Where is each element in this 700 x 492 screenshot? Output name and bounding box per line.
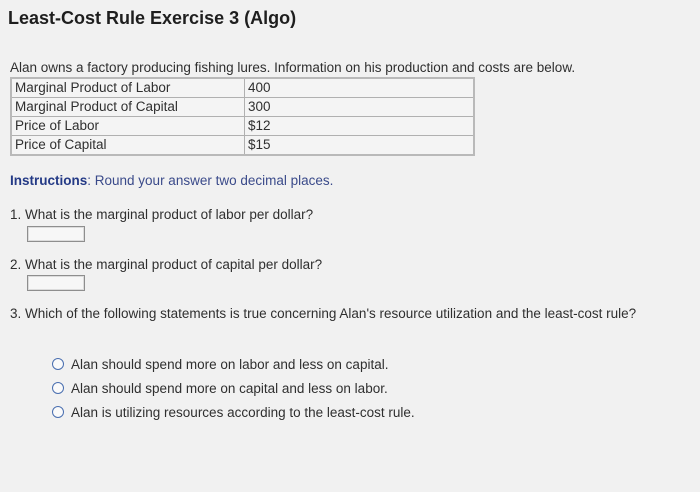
table-row bbox=[11, 78, 474, 98]
answer-input-2[interactable] bbox=[27, 275, 85, 291]
instructions-label: Instructions bbox=[10, 173, 88, 188]
question-2: 2. What is the marginal product of capital per dollar? bbox=[10, 257, 323, 272]
option-least-cost[interactable] bbox=[52, 400, 415, 424]
page-title: Least-Cost Rule Exercise 3 (Algo) bbox=[8, 8, 297, 28]
option-label: Alan should spend more on labor and less on capital. bbox=[71, 356, 389, 372]
question-3: 3. Which of the following statements is true concerning Alan's resource utilization and the least-cost rule? bbox=[10, 306, 637, 321]
table-cell-label: Marginal Product of Labor bbox=[11, 78, 245, 98]
option-more-capital[interactable] bbox=[52, 376, 415, 400]
table-cell-label: Marginal Product of Capital bbox=[11, 98, 245, 117]
radio-button-icon[interactable] bbox=[52, 358, 64, 370]
table-cell-value: 300 bbox=[245, 98, 475, 117]
instructions bbox=[10, 173, 333, 188]
table-row bbox=[11, 117, 474, 136]
question-1: 1. What is the marginal product of labor per dollar? bbox=[10, 207, 314, 222]
table-cell-value: $15 bbox=[245, 136, 475, 156]
radio-button-icon[interactable] bbox=[52, 382, 64, 394]
table-cell-value: 400 bbox=[245, 78, 475, 98]
intro-text: Alan owns a factory producing fishing lures. Information on his production and costs are below. bbox=[10, 60, 576, 75]
table-row bbox=[11, 98, 474, 117]
option-label: Alan should spend more on capital and less on labor. bbox=[71, 380, 388, 396]
table-cell-label: Price of Capital bbox=[11, 136, 245, 156]
answer-input-1[interactable] bbox=[27, 226, 85, 242]
option-more-labor[interactable] bbox=[52, 352, 415, 376]
answer-options bbox=[52, 352, 415, 424]
radio-button-icon[interactable] bbox=[52, 406, 64, 418]
option-label: Alan is utilizing resources according to the least-cost rule. bbox=[71, 404, 415, 420]
instructions-text: : Round your answer two decimal places. bbox=[87, 173, 334, 188]
table-cell-value: $12 bbox=[245, 117, 475, 136]
table-row bbox=[11, 136, 474, 156]
table-cell-label: Price of Labor bbox=[11, 117, 245, 136]
production-cost-table bbox=[10, 77, 475, 156]
